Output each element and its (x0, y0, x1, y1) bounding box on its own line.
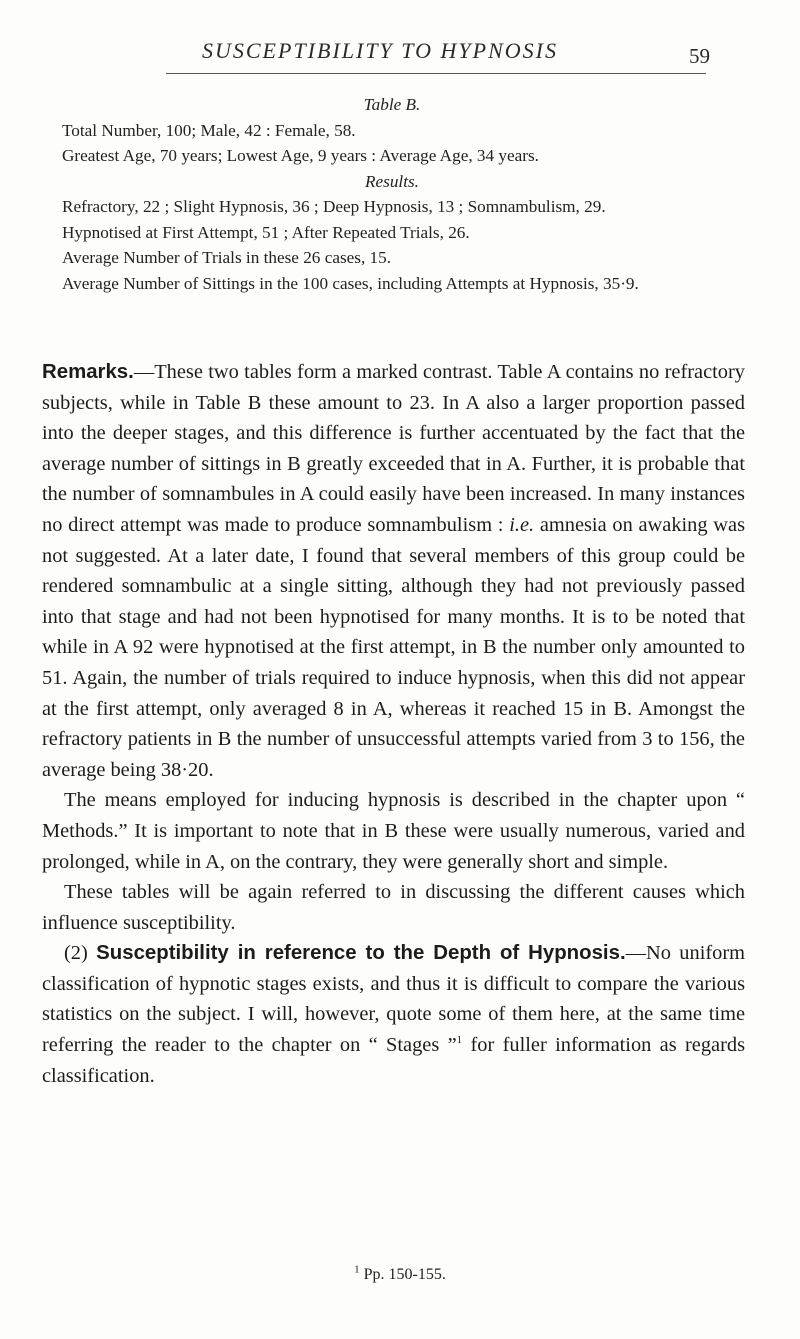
section-text-continued: for fuller information as regards classification. (42, 1034, 746, 1087)
footnote-text: Pp. 150-155. (363, 1266, 446, 1283)
results-heading: Results. (365, 171, 419, 191)
tables-paragraph: These tables will be again referred to in discussing the different causes which influence susceptibility. (42, 881, 745, 934)
running-head: SUSCEPTIBILITY TO HYPNOSIS (202, 38, 558, 63)
result-line-4: Average Number of Sittings in the 100 cases, including Attempts at Hypnosis, 35·9. (62, 273, 639, 293)
result-line-1: Refractory, 22 ; Slight Hypnosis, 36 ; Deep Hypnosis, 13 ; Somnambulism, 29. (62, 197, 606, 216)
section-number: (2) (64, 942, 88, 965)
methods-paragraph: The means employed for inducing hypnosis is described in the chapter upon “ Methods.” It is important to note that in B these were usually numerous, varied and prolonged, while in A, on the contrary, they were generally short and simple. (42, 789, 745, 873)
table-caption: Table B. (363, 95, 421, 114)
footnote-mark: 1 (354, 1263, 360, 1276)
result-line-2: Hypnotised at First Attempt, 51 ; After Repeated Trials, 26. (62, 222, 470, 242)
footnote (0, 1263, 800, 1284)
table-line-totals: Total Number, 100; Male, 42 : Female, 58. (62, 120, 356, 140)
table-b-block (42, 92, 742, 296)
table-line-ages: Greatest Age, 70 years; Lowest Age, 9 years : Average Age, 34 years. (62, 146, 539, 165)
result-line-3: Average Number of Trials in these 26 cases, 15. (62, 248, 392, 267)
remarks-heading: Remarks. (42, 361, 134, 383)
remarks-text: —These two tables form a marked contrast. Table A contains no refractory subjects, while in Table B these amount to 23. In A also a larger proportion passed into the deeper stages, and this difference is further accentuated by the fact that the average number of sittings in B greatly exceeded that in A. Further, it is probable that the number of somnambules in A could easily have been increased. In many instances no direct attempt was made to produce somnambulism : (42, 361, 745, 536)
main-text (42, 357, 745, 1091)
depth-paragraph (42, 938, 745, 1091)
remarks-text-continued: amnesia on awaking was not suggested. At a later date, I found that several members of this group could be rendered somnambulic at a single sitting, although they had not previously passed into that stage and had not been hypnotised for many months. It is to be noted that while in A 92 were hypnotised at the first attempt, in B the number only amounted to 51. Again, the number of trials required to induce hypnosis, when this did not appear at the first attempt, only averaged 8 in A, whereas it reached 15 in B. Amongst the refractory patients in B the number of unsuccessful attempts varied from 3 to 156, the average being 38·20. (42, 513, 746, 781)
page-number: 59 (689, 44, 710, 68)
footnote-reference: 1 (456, 1034, 463, 1047)
remarks-ie: i.e. (509, 513, 535, 536)
section-text: —No uniform classification of hypnotic stages exists, and thus it is difficult to compare the various statistics on the subject. I will, however, quote some of them here, at the same time referring the reader to the chapter on “ Stages ” (42, 942, 745, 1057)
section-heading: Susceptibility in reference to the Depth of Hypnosis. (96, 942, 626, 965)
header-rule (166, 73, 706, 74)
remarks-paragraph (42, 357, 745, 785)
